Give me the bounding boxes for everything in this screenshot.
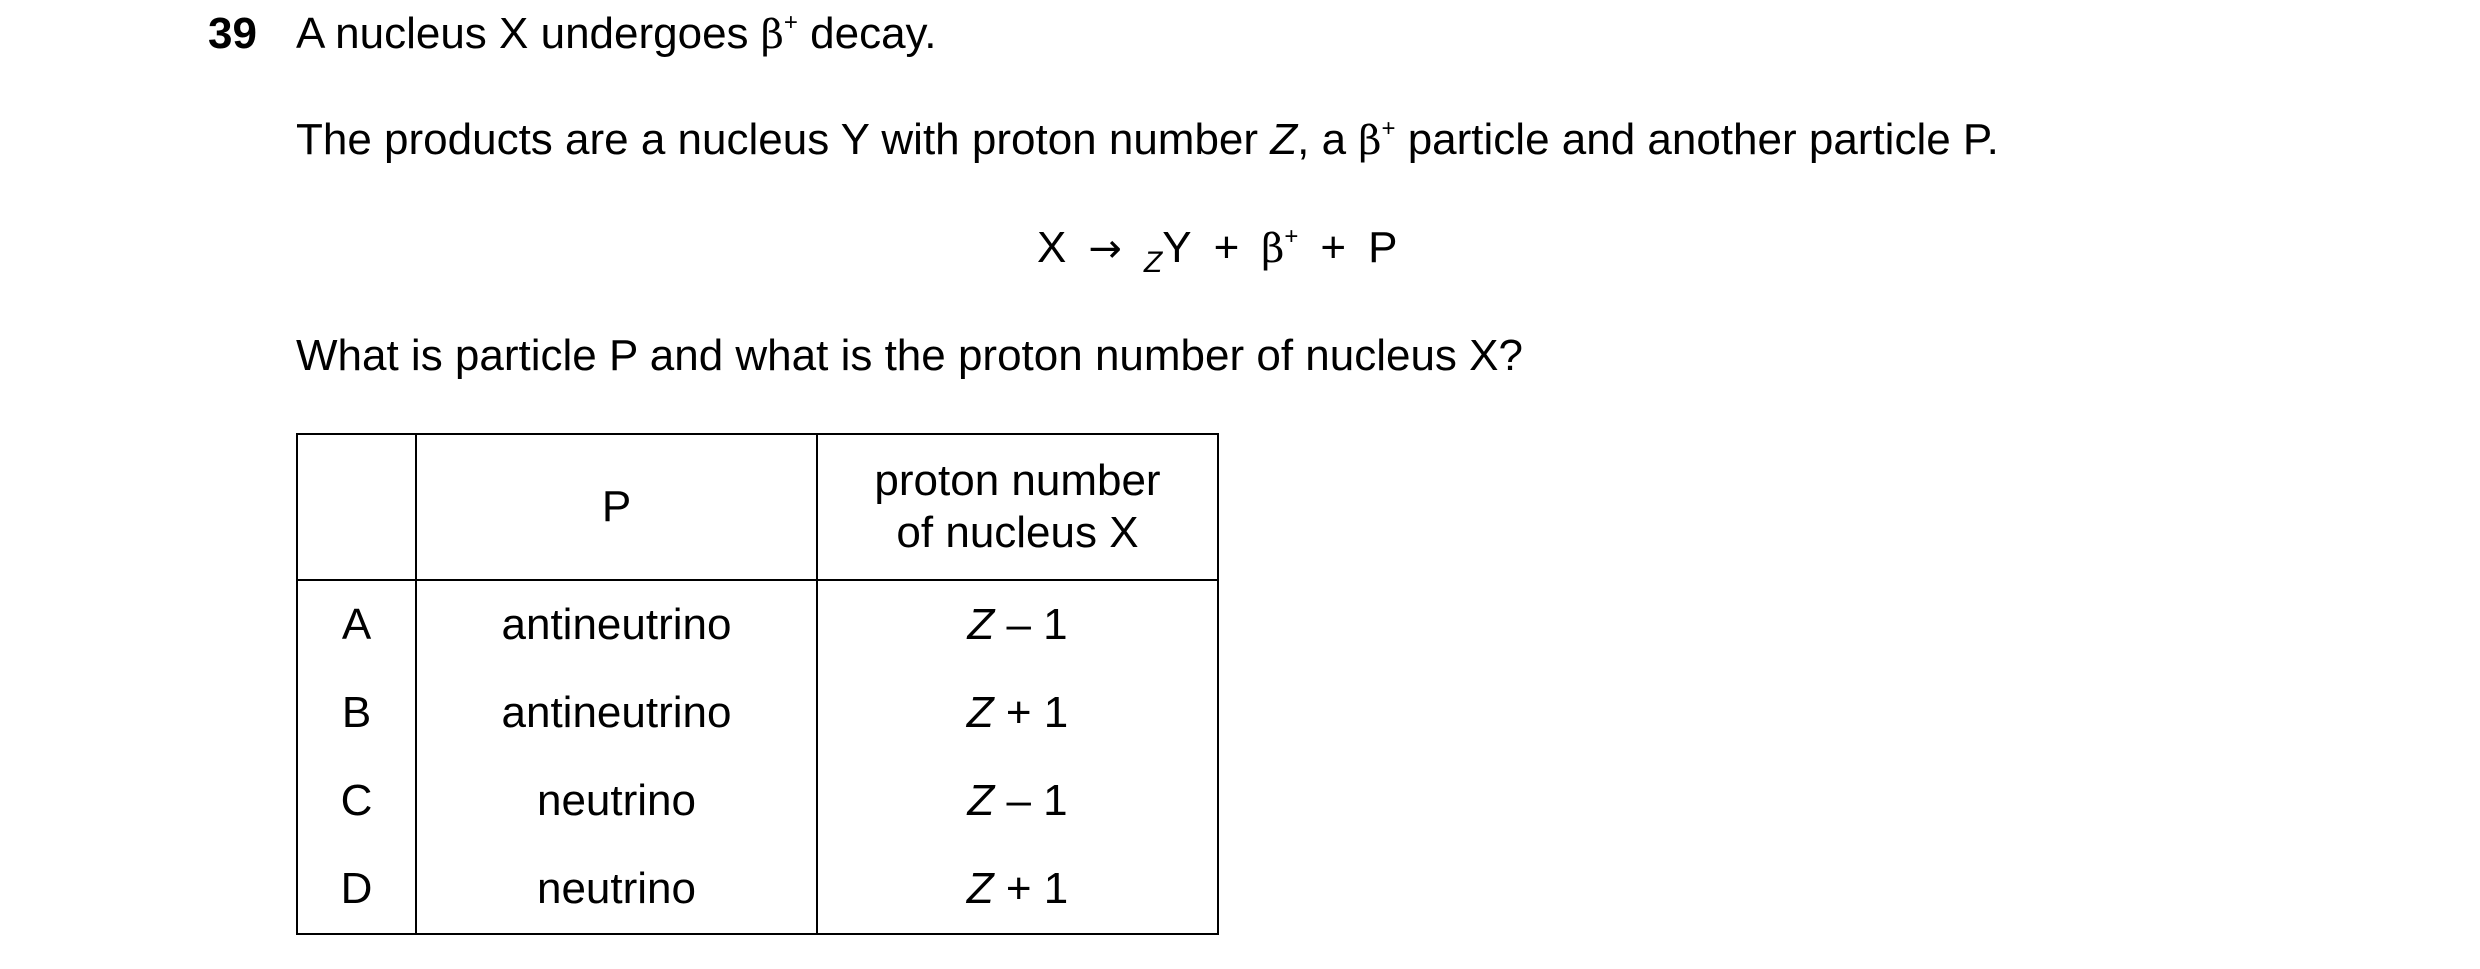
option-letter: A — [297, 580, 416, 669]
intro-suffix: decay. — [797, 9, 937, 58]
equation-plus-2: + — [1320, 223, 1347, 272]
question-intro — [296, 6, 937, 63]
intro-prefix: A nucleus X undergoes — [296, 9, 761, 58]
option-particle: neutrino — [416, 845, 817, 934]
products-z: Z — [1270, 115, 1298, 164]
option-z: Z — [967, 776, 995, 825]
option-z-offset: + 1 — [993, 688, 1069, 737]
header-blank-cell — [297, 434, 416, 580]
table-row — [297, 669, 1218, 757]
option-proton-number — [817, 669, 1218, 757]
option-letter: D — [297, 845, 416, 934]
answer-options-table — [296, 433, 1219, 935]
equation-x: X — [1037, 223, 1067, 272]
option-z-offset: – 1 — [994, 776, 1068, 825]
option-proton-number — [817, 757, 1218, 845]
equation-z-subscript: Z — [1143, 246, 1163, 279]
equation-arrow-icon: → — [1088, 226, 1122, 272]
option-z-offset: – 1 — [994, 600, 1068, 649]
equation-plus-1: + — [1213, 223, 1240, 272]
products-beta-symbol: β — [1358, 118, 1382, 164]
header-proton-number — [817, 434, 1218, 580]
decay-equation — [1037, 220, 1397, 277]
option-proton-number — [817, 580, 1218, 669]
table-row — [297, 580, 1218, 669]
question-number: 39 — [208, 9, 257, 58]
option-z-offset: + 1 — [993, 864, 1069, 913]
equation-beta-symbol: β — [1261, 226, 1285, 272]
option-particle: antineutrino — [416, 669, 817, 757]
option-particle: neutrino — [416, 757, 817, 845]
products-beta-plus: + — [1381, 115, 1396, 142]
equation-y: Y — [1162, 223, 1192, 272]
header-proton-line1: proton number — [874, 456, 1161, 505]
option-z: Z — [966, 688, 994, 737]
products-statement — [296, 112, 1999, 169]
option-z: Z — [966, 864, 994, 913]
header-proton-line2: of nucleus X — [896, 508, 1139, 557]
option-letter: C — [297, 757, 416, 845]
intro-beta-plus: + — [783, 9, 798, 36]
equation-beta-plus: + — [1284, 223, 1299, 250]
intro-beta-symbol: β — [760, 12, 784, 58]
products-part1: The products are a nucleus Y with proton number — [296, 115, 1271, 164]
header-particle-p: P — [416, 434, 817, 580]
products-part2: , a — [1297, 115, 1359, 164]
products-part3: particle and another particle P. — [1395, 115, 1999, 164]
table-row — [297, 757, 1218, 845]
option-proton-number — [817, 845, 1218, 934]
question-prompt: What is particle P and what is the proton number of nucleus X? — [296, 331, 1523, 380]
option-letter: B — [297, 669, 416, 757]
option-z: Z — [967, 600, 995, 649]
option-particle: antineutrino — [416, 580, 817, 669]
equation-p: P — [1368, 223, 1398, 272]
table-header-row — [297, 434, 1218, 580]
table-row — [297, 845, 1218, 934]
